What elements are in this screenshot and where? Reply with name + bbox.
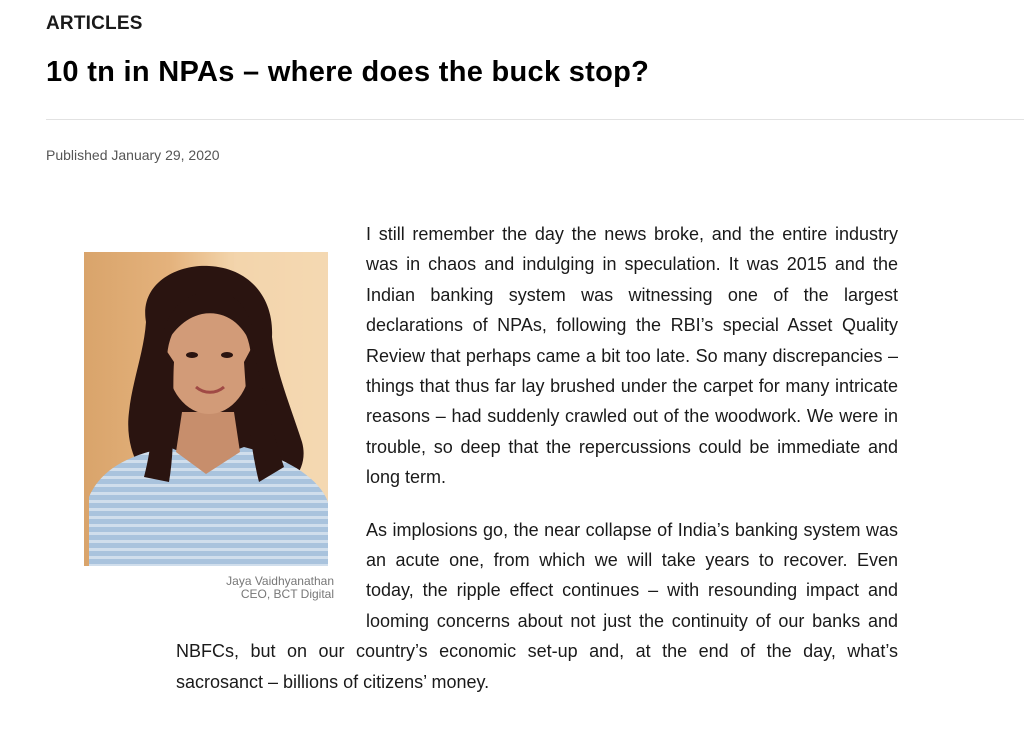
section-label[interactable]: ARTICLES — [46, 13, 143, 34]
portrait-illustration — [84, 252, 328, 566]
divider — [46, 119, 1024, 120]
caption-name: Jaya Vaidhyanathan — [226, 574, 334, 588]
author-photo — [84, 252, 328, 566]
photo-caption — [84, 575, 334, 601]
article-body — [176, 219, 898, 719]
author-figure — [176, 219, 366, 609]
published-date: Published January 29, 2020 — [46, 147, 220, 163]
page-title: 10 tn in NPAs – where does the buck stop? — [46, 56, 650, 88]
article-paragraph: As implosions go, the near collapse of India’s banking system was an acute one, from which we will take years to recover. Even today, the ripple effect continues – with resounding impact and looming concerns about not just the continuity of our banks and NBFCs, but on our country’s economic set-up and, at the end of the day, what’s sacrosanct – billions of citizens’ money. — [176, 519, 898, 692]
article-paragraph: I still remember the day the news broke, and the entire industry was in chaos and indulging in speculation. It was 2015 and the Indian banking system was witnessing one of the largest declarations of NPAs, following the RBI’s special Asset Quality Review that perhaps came a bit too late. So many discrepancies – things that thus far lay brushed under the carpet for many intricate reasons – had suddenly crawled out of the woodwork. We were in trouble, so deep that the repercussions could be immediate and long term. — [366, 224, 898, 488]
caption-role: CEO, BCT Digital — [240, 587, 334, 601]
